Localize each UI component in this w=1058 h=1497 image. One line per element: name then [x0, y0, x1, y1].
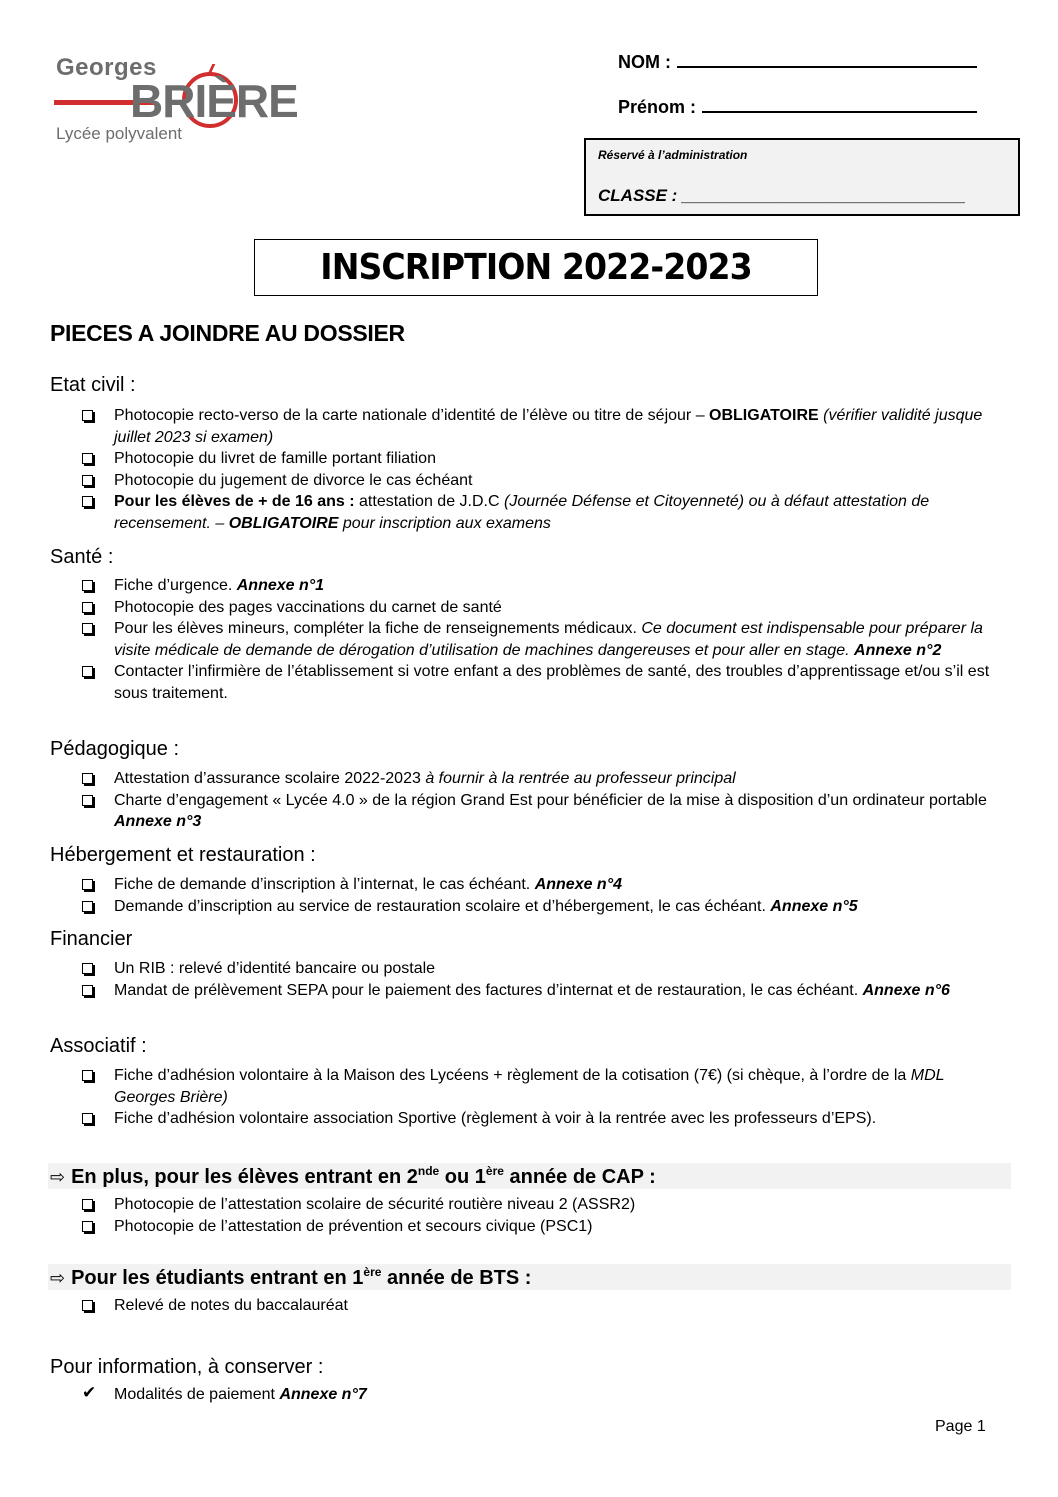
list-item: Photocopie du jugement de divorce le cas échéant: [82, 470, 1002, 492]
checkbox-icon: [82, 602, 93, 613]
checkbox-icon: [82, 580, 93, 591]
list-item: Relevé de notes du baccalauréat: [82, 1295, 1002, 1317]
page-title: INSCRIPTION 2022-2023: [320, 247, 752, 288]
section-heading-info: Pour information, à conserver :: [50, 1356, 324, 1378]
nom-field[interactable]: [618, 52, 977, 73]
checkbox-icon: [82, 1199, 93, 1210]
list-item: Photocopie des pages vaccinations du carnet de santé: [82, 597, 1002, 619]
checkbox-icon: [82, 1113, 93, 1124]
list-item: Demande d’inscription au service de restauration scolaire et d’hébergement, le cas échéant. Annexe n°5: [82, 896, 1002, 918]
logo-briere-text: BRIÈRE: [130, 75, 298, 127]
list-item: Fiche d’adhésion volontaire à la Maison des Lycéens + règlement de la cotisation (7€) (si chèque, à l’ordre de la MDL Georges Brière): [82, 1065, 1002, 1108]
section-heading-bts: ⇨ Pour les étudiants entrant en 1ère année de BTS :: [50, 1265, 532, 1289]
checkbox-icon: [82, 496, 93, 507]
logo-accent: [208, 64, 225, 74]
list-item: Photocopie de l’attestation de prévention et secours civique (PSC1): [82, 1216, 1002, 1238]
checkbox-icon: [82, 985, 93, 996]
list-cap: [82, 1194, 1002, 1237]
checkbox-icon: [82, 1221, 93, 1232]
checkmark-icon: ✔: [82, 1383, 97, 1403]
list-bts: [82, 1295, 1002, 1317]
list-item: Contacter l’infirmière de l’établissement si votre enfant a des problèmes de santé, des troubles d’apprentissage et/ou s’il est sous traitement.: [82, 661, 1002, 704]
list-associatif: [82, 1065, 1002, 1130]
list-item: Mandat de prélèvement SEPA pour le paiement des factures d’internat et de restauration, le cas échéant. Annexe n°6: [82, 980, 1002, 1002]
main-heading: PIECES A JOINDRE AU DOSSIER: [50, 320, 405, 346]
list-item: Attestation d’assurance scolaire 2022-2023 à fournir à la rentrée au professeur principal: [82, 768, 1002, 790]
list-etat-civil: [82, 405, 1002, 534]
nom-line[interactable]: [677, 54, 977, 68]
classe-field: CLASSE : ______________________________: [598, 186, 966, 205]
section-heading-hebergement: Hébergement et restauration :: [50, 844, 316, 866]
checkbox-icon: [82, 1300, 93, 1311]
checkbox-icon: [82, 453, 93, 464]
checkbox-icon: [82, 795, 93, 806]
logo-georges-text: Georges: [56, 54, 157, 81]
list-item: Un RIB : relevé d’identité bancaire ou postale: [82, 958, 1002, 980]
list-sante: [82, 575, 1002, 704]
title-box: [254, 239, 818, 296]
list-item: Fiche d’urgence. Annexe n°1: [82, 575, 1002, 597]
section-heading-sante: Santé :: [50, 546, 114, 568]
checkbox-icon: [82, 666, 93, 677]
arrow-right-icon: ⇨: [50, 1167, 66, 1188]
checkbox-icon: [82, 410, 93, 421]
section-heading-financier: Financier: [50, 928, 133, 950]
section-heading-etat-civil: Etat civil :: [50, 374, 136, 396]
list-item: Photocopie recto-verso de la carte nationale d’identité de l’élève ou titre de séjour – OBLIGATOIRE (vérifier validité jusque juillet 2023 si examen): [82, 405, 1002, 448]
list-financier: [82, 958, 1002, 1001]
list-item: Fiche de demande d’inscription à l’internat, le cas échéant. Annexe n°4: [82, 874, 1002, 896]
admin-label: Réservé à l’administration: [598, 148, 748, 162]
checkbox-icon: [82, 475, 93, 486]
checkbox-icon: [82, 963, 93, 974]
section-heading-associatif: Associatif :: [50, 1035, 147, 1057]
list-info: [82, 1384, 1002, 1406]
page-number: Page 1: [935, 1418, 986, 1435]
arrow-right-icon: ⇨: [50, 1268, 66, 1289]
school-logo: [52, 44, 322, 144]
list-item: ✔ Modalités de paiement Annexe n°7: [82, 1383, 367, 1403]
section-heading-cap: ⇨ En plus, pour les élèves entrant en 2nde ou 1ère année de CAP :: [50, 1164, 656, 1188]
list-item: Photocopie du livret de famille portant filiation: [82, 448, 1002, 470]
list-item: Pour les élèves mineurs, compléter la fiche de renseignements médicaux. Ce document est indispensable pour préparer la visite médicale de demande de dérogation d’utilisation de machines dangereuses et pour aller en stage. Annexe n°2: [82, 618, 1002, 661]
list-item: Charte d’engagement « Lycée 4.0 » de la région Grand Est pour bénéficier de la mise à disposition d’un ordinateur portable Annexe n°3: [82, 790, 1002, 833]
checkbox-icon: [82, 1070, 93, 1081]
nom-label: NOM :: [618, 52, 671, 72]
list-item: Fiche d’adhésion volontaire association Sportive (règlement à voir à la rentrée avec les professeurs d’EPS).: [82, 1108, 1002, 1130]
list-pedagogique: [82, 768, 1002, 833]
checkbox-icon: [82, 623, 93, 634]
section-heading-pedagogique: Pédagogique :: [50, 738, 180, 760]
checkbox-icon: [82, 879, 93, 890]
prenom-label: Prénom :: [618, 97, 697, 117]
list-item: Pour les élèves de + de 16 ans : attestation de J.D.C (Journée Défense et Citoyenneté) ou à défaut attestation de recensement. – OBLIGATOIRE pour inscription aux examens: [82, 491, 1002, 534]
list-item: Photocopie de l’attestation scolaire de sécurité routière niveau 2 (ASSR2): [82, 1194, 1002, 1216]
logo-subtitle: Lycée polyvalent: [56, 124, 183, 143]
list-hebergement: [82, 874, 1002, 917]
admin-reserved-box: [584, 138, 1020, 216]
checkbox-icon: [82, 901, 93, 912]
prenom-field[interactable]: [618, 97, 977, 118]
prenom-line[interactable]: [702, 99, 977, 113]
checkbox-icon: [82, 773, 93, 784]
